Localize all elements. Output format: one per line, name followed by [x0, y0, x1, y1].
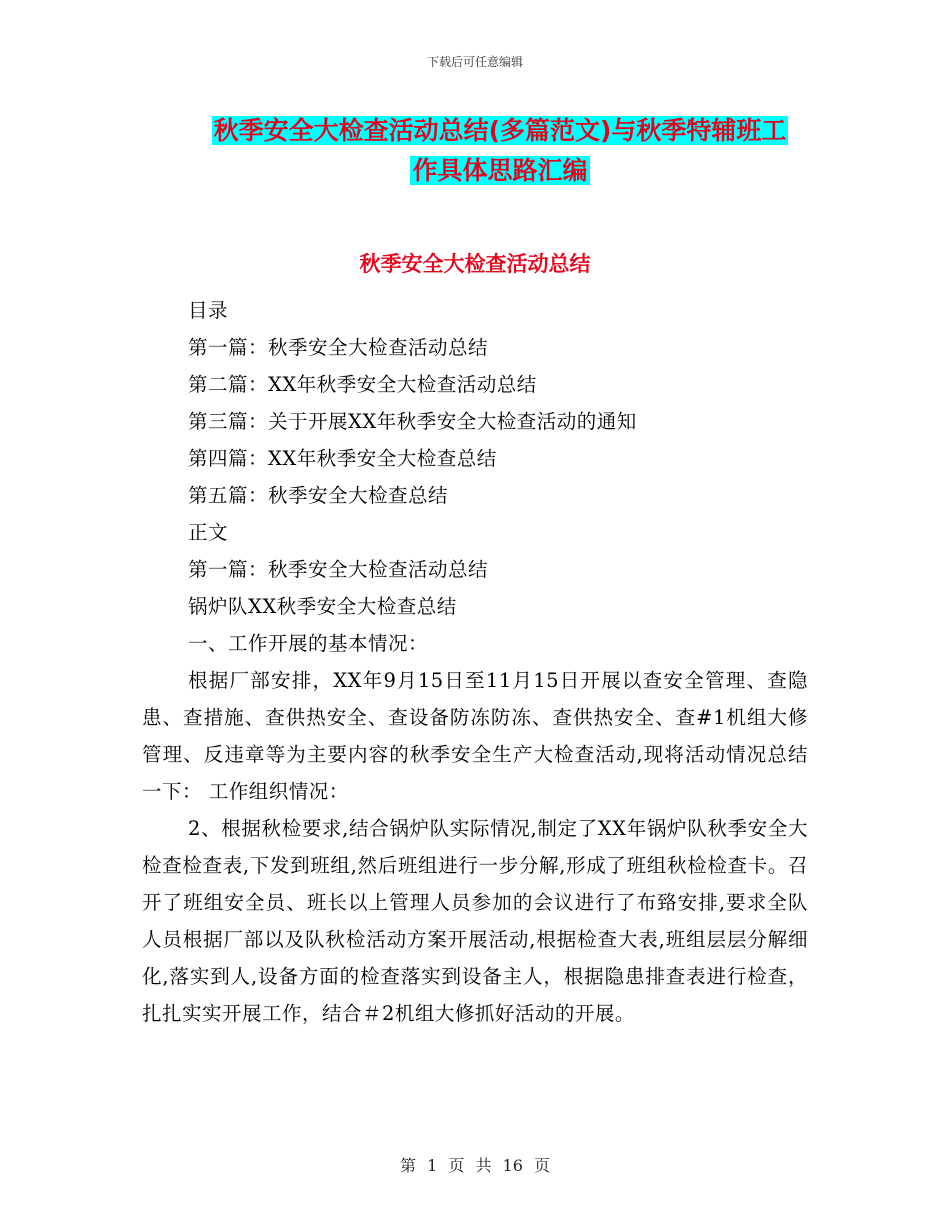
toc-item-1: 第一篇：秋季安全大检查活动总结: [188, 336, 489, 359]
toc-item-4: 第四篇：XX年秋季安全大检查总结: [188, 447, 497, 470]
toc-heading: 目录: [188, 299, 229, 322]
document-title: [150, 111, 850, 191]
toc-item-3: 第三篇：关于开展XX年秋季安全大检查活动的通知: [188, 410, 637, 433]
chapter-title: 第一篇：秋季安全大检查活动总结: [188, 558, 489, 581]
page-footer: 第 1 页 共 16 页: [400, 1156, 550, 1175]
paragraph-1: 根据厂部安排，XX年9月15日至11月15日开展以查安全管理、查隐患、查措施、查供热安全、查设备防冻防冻、查供热安全、查#1机组大修管理、反违章等为主要内容的秋季安全生产大检查活动,现将活动情况总结一下： 工作组织情况：: [142, 669, 808, 803]
subsection-heading: 一、工作开展的基本情况：: [188, 632, 429, 655]
toc-item-5: 第五篇：秋季安全大检查总结: [188, 484, 449, 507]
header-note: 下载后可任意编辑: [426, 55, 523, 69]
section-title: 秋季安全大检查活动总结: [359, 252, 591, 276]
report-title: 锅炉队XX秋季安全大检查总结: [188, 595, 457, 618]
title-line-2: 作具体思路汇编: [412, 156, 588, 185]
paragraph-2: 2、根据秋检要求,结合锅炉队实际情况,制定了XX年锅炉队秋季安全大检查检查表,下发到班组,然后班组进行一步分解,形成了班组秋检检查卡。召开了班组安全员、班长以上管理人员参加的会议进行了布臵安排,要求全队人员根据厂部以及队秋检活动方案开展活动,根据检查大表,班组层层分解细化,落实到人,设备方面的检查落实到设备主人，根据隐患排查表进行检查，扎扎实实开展工作，结合＃2机组大修抓好活动的开展。: [142, 817, 808, 1025]
title-line-1: 秋季安全大检查活动总结(多篇范文)与秋季特辅班工: [213, 116, 787, 145]
body-text: [142, 292, 808, 1032]
toc-item-2: 第二篇：XX年秋季安全大检查活动总结: [188, 373, 537, 396]
body-heading: 正文: [188, 521, 229, 544]
